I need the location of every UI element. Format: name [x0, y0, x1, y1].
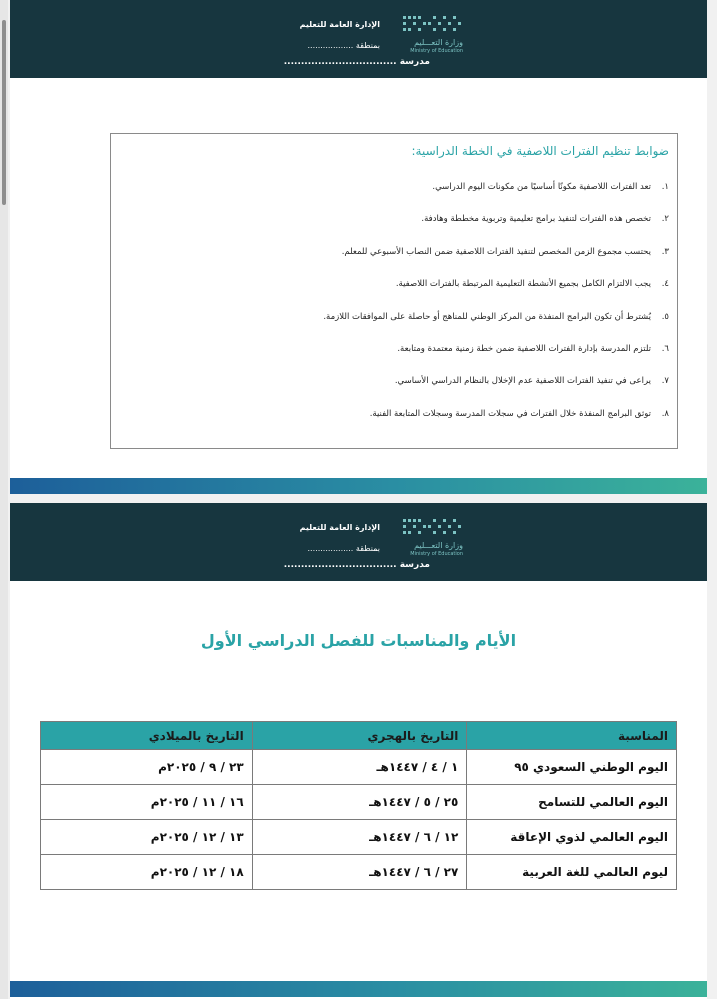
document-scrollbar-thumb[interactable] — [2, 20, 6, 205]
logo-subtitle: Ministry of Education — [410, 48, 463, 54]
ministry-logo — [393, 14, 463, 52]
rules-list — [149, 182, 669, 441]
rule-text: يحتسب مجموع الزمن المخصص لتنفيذ الفترات اللاصفية ضمن النصاب الأسبوعي للمعلم. — [341, 246, 651, 257]
rule-text: يراعى في تنفيذ الفترات اللاصفية عدم الإخلال بالنظام الدراسي الأساسي. — [394, 376, 651, 387]
cell-gregorian-date: ١٣ / ١٢ / ٢٠٢٥م — [41, 820, 253, 855]
rule-number: ٢. — [661, 214, 669, 225]
table-row — [41, 785, 677, 820]
document-scrollbar-track[interactable] — [0, 0, 8, 999]
cell-hijri-date: ١٢ / ٦ / ١٤٤٧هـ — [252, 820, 467, 855]
column-header-gregorian-date: التاريخ بالميلادي — [41, 722, 253, 750]
header-school: مدرسة ................................. — [283, 57, 430, 67]
rule-number: ٨. — [661, 408, 669, 419]
rule-item — [149, 214, 669, 246]
ministry-logo — [393, 517, 463, 555]
cell-gregorian-date: ١٨ / ١٢ / ٢٠٢٥م — [41, 855, 253, 890]
cell-occasion: اليوم الوطني السعودي ٩٥ — [467, 750, 677, 785]
cell-occasion: اليوم العالمي لذوي الإعاقة — [467, 820, 677, 855]
cell-hijri-date: ٢٥ / ٥ / ١٤٤٧هـ — [252, 785, 467, 820]
rule-item — [149, 344, 669, 376]
rule-item — [149, 247, 669, 279]
rule-number: ٣. — [661, 246, 669, 257]
header-admin: الإدارة العامة للتعليم — [299, 20, 380, 29]
logo-text: وزارة التعـــليم — [414, 541, 463, 550]
logo-text: وزارة التعـــليم — [414, 38, 463, 47]
rules-title: ضوابط تنظيم الفترات اللاصفية في الخطة الدراسية: — [411, 144, 669, 158]
rule-text: تخصص هذه الفترات لتنفيذ برامج تعليمية وتربوية مخططة وهادفة. — [421, 214, 651, 225]
table-row — [41, 855, 677, 890]
cell-occasion: ليوم العالمي للغة العربية — [467, 855, 677, 890]
document-page-2 — [10, 503, 707, 999]
rule-text: تلتزم المدرسة بإدارة الفترات اللاصفية ضمن خطة زمنية معتمدة ومتابعة. — [397, 343, 651, 354]
cell-occasion: اليوم العالمي للتسامح — [467, 785, 677, 820]
table-header-row — [41, 722, 677, 750]
header-region: بمنطقة .................. — [307, 41, 380, 50]
document-page-1 — [10, 0, 707, 494]
page-title: الأيام والمناسبات للفصل الدراسي الأول — [200, 631, 517, 650]
rules-box — [110, 133, 678, 449]
rule-item — [149, 182, 669, 214]
rule-item — [149, 312, 669, 344]
logo-subtitle: Ministry of Education — [410, 551, 463, 557]
page-header — [10, 503, 707, 581]
page-footer-bar — [10, 478, 707, 494]
rule-text: يُشترط أن تكون البرامج المنفذة من المركز الوطني للمناهج أو حاصلة على الموافقات اللازمة. — [323, 311, 651, 322]
cell-gregorian-date: ٢٣ / ٩ / ٢٠٢٥م — [41, 750, 253, 785]
cell-hijri-date: ١ / ٤ / ١٤٤٧هـ — [252, 750, 467, 785]
ministry-logo-icon — [393, 14, 463, 38]
page-footer-bar — [10, 981, 707, 997]
rule-number: ٦. — [661, 343, 669, 354]
table-row — [41, 750, 677, 785]
cell-gregorian-date: ١٦ / ١١ / ٢٠٢٥م — [41, 785, 253, 820]
rule-number: ٥. — [661, 311, 669, 322]
header-region: بمنطقة .................. — [307, 544, 380, 553]
header-admin: الإدارة العامة للتعليم — [299, 523, 380, 532]
rule-number: ٤. — [661, 279, 669, 290]
ministry-logo-icon — [393, 517, 463, 541]
rule-item — [149, 279, 669, 311]
rule-text: تعد الفترات اللاصفية مكونًا أساسيًا من مكونات اليوم الدراسي. — [432, 182, 651, 192]
rule-item — [149, 409, 669, 441]
page-header — [10, 0, 707, 78]
table-row — [41, 820, 677, 855]
events-table — [40, 721, 677, 890]
rule-text: يجب الالتزام الكامل بجميع الأنشطة التعليمية المرتبطة بالفترات اللاصفية. — [395, 279, 651, 290]
rule-number: ١. — [661, 182, 669, 192]
rule-number: ٧. — [661, 376, 669, 387]
column-header-hijri-date: التاريخ بالهجري — [252, 722, 467, 750]
rule-item — [149, 376, 669, 408]
cell-hijri-date: ٢٧ / ٦ / ١٤٤٧هـ — [252, 855, 467, 890]
header-school: مدرسة ................................. — [283, 560, 430, 570]
rule-text: توثق البرامج المنفذة خلال الفترات في سجلات المدرسة وسجلات المتابعة الفنية. — [369, 408, 651, 419]
column-header-occasion: المناسبة — [467, 722, 677, 750]
